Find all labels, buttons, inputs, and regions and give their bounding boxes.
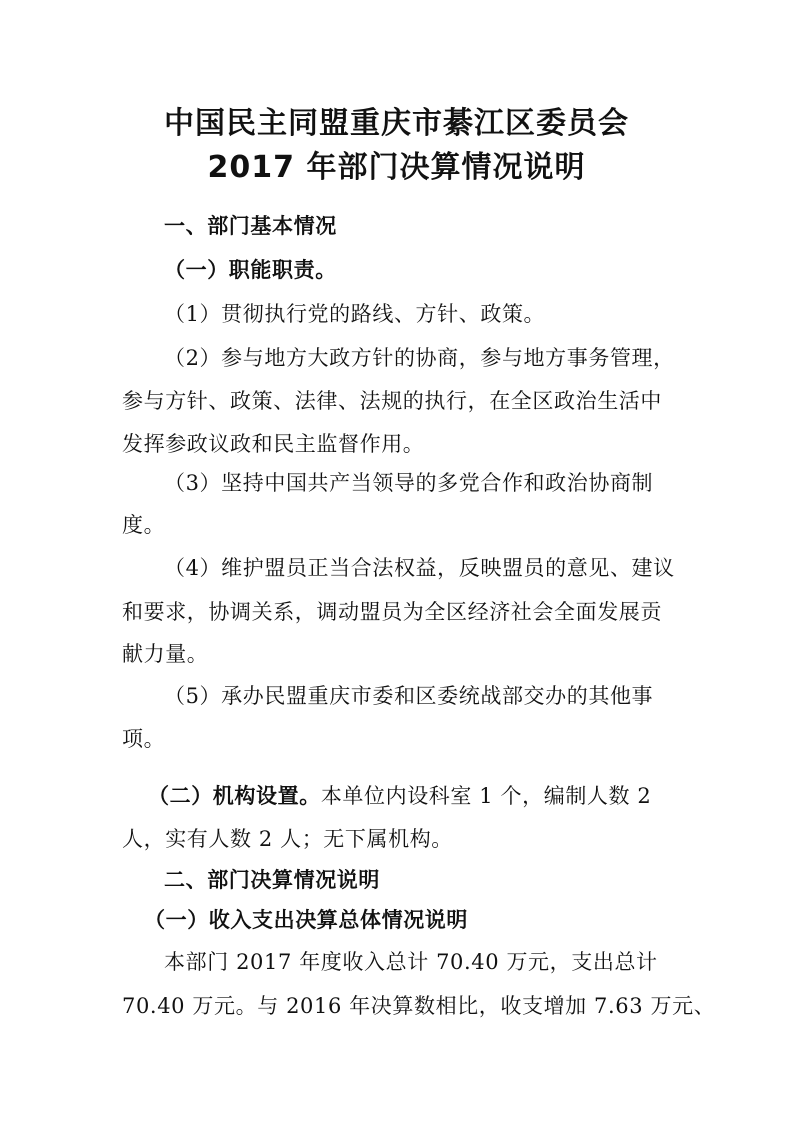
section2-sub1-heading: （一）收入支出决算总体情况说明 xyxy=(144,908,468,932)
section1-heading: 一、部门基本情况 xyxy=(164,214,337,238)
document-title-line2: 2017 年部门决算情况说明 xyxy=(207,150,586,185)
document-title-line1: 中国民主同盟重庆市綦江区委员会 xyxy=(164,106,629,141)
duty-item-4-line3: 献力量。 xyxy=(122,642,209,666)
duty-item-4-line1: （4）维护盟员正当合法权益，反映盟员的意见、建议 xyxy=(164,556,675,580)
duty-item-3-line2: 度。 xyxy=(122,513,166,537)
org-setup-heading: （二）机构设置。 xyxy=(148,784,321,808)
org-setup-line1 xyxy=(148,782,708,810)
budget-text-line1: 本部门 2017 年度收入总计 70.40 万元，支出总计 xyxy=(164,950,658,974)
duty-item-2-line3: 发挥参政议政和民主监督作用。 xyxy=(122,432,425,456)
section2-heading: 二、部门决算情况说明 xyxy=(164,868,380,892)
duty-item-4-line2: 和要求，协调关系，调动盟员为全区经济社会全面发展贡 xyxy=(122,600,662,624)
duty-item-5-line1: （5）承办民盟重庆市委和区委统战部交办的其他事 xyxy=(164,684,654,708)
org-setup-line2: 人，实有人数 2 人；无下属机构。 xyxy=(122,827,453,851)
org-setup-text1: 本单位内设科室 1 个，编制人数 2 xyxy=(320,784,652,808)
budget-text-line2: 70.40 万元。与 2016 年决算数相比，收支增加 7.63 万元、 xyxy=(122,994,716,1018)
duty-item-1: （1）贯彻执行党的路线、方针、政策。 xyxy=(164,302,546,326)
section1-sub1-heading: （一）职能职责。 xyxy=(164,258,337,282)
duty-item-2-line1: （2）参与地方大政方针的协商，参与地方事务管理， xyxy=(164,346,675,370)
duty-item-3-line1: （3）坚持中国共产当领导的多党合作和政治协商制 xyxy=(164,471,654,495)
duty-item-5-line2: 项。 xyxy=(122,727,166,751)
duty-item-2-line2: 参与方针、政策、法律、法规的执行，在全区政治生活中 xyxy=(122,389,662,413)
